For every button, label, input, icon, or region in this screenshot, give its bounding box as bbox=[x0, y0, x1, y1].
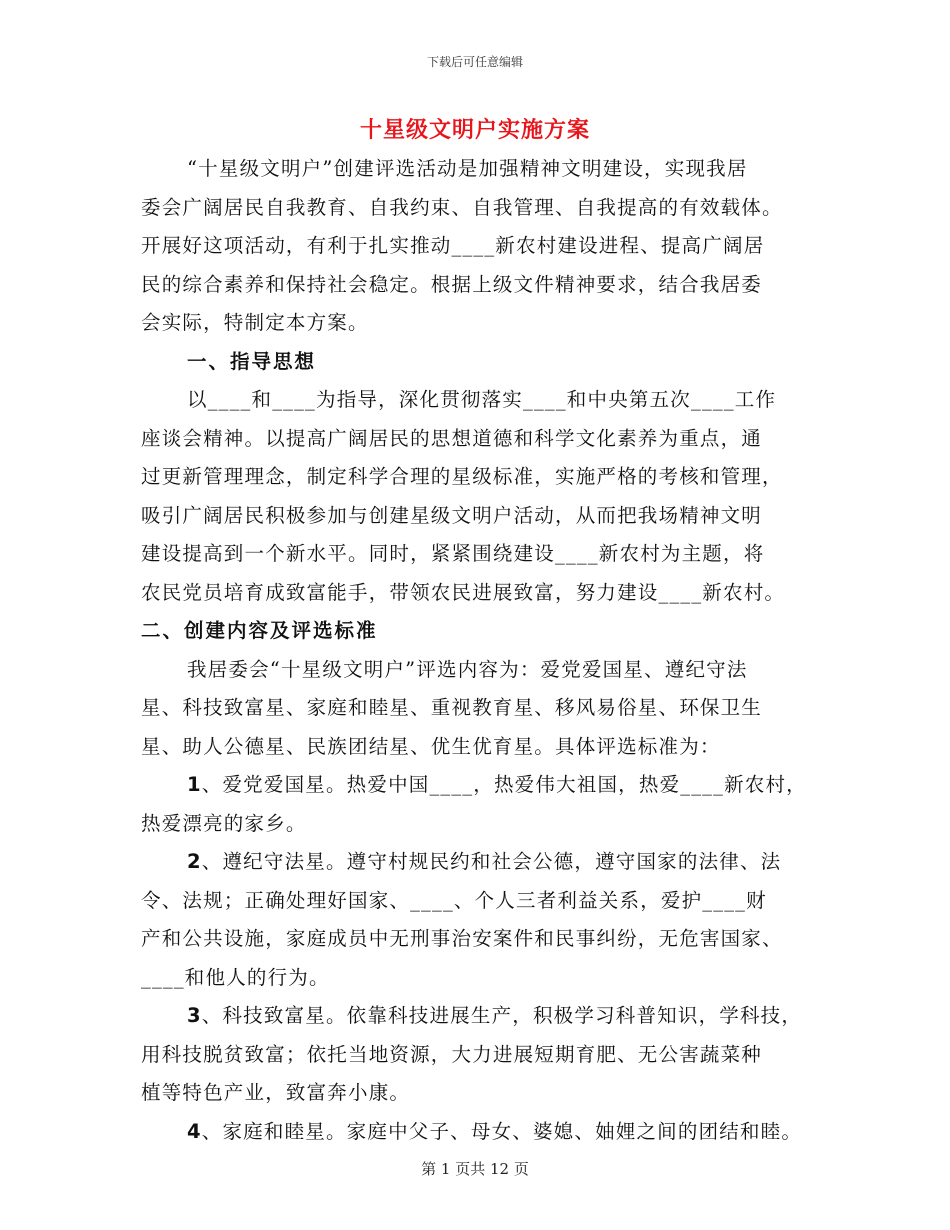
paragraph-line: 我居委会“十星级文明户”评选内容为：爱党爱国星、遵纪守法 bbox=[187, 658, 748, 681]
list-item-text: 、爱党爱国星。热爱中国____，热爱伟大祖国，热爱____新农村， bbox=[201, 773, 807, 796]
list-item-number: 4 bbox=[187, 1120, 202, 1143]
paragraph-line: 建设提高到一个新水平。同时，紧紧围绕建设____新农村为主题，将 bbox=[141, 542, 765, 565]
paragraph-line: 委会广阔居民自我教育、自我约束、自我管理、自我提高的有效载体。 bbox=[141, 196, 783, 219]
document-title: 十星级文明户实施方案 bbox=[359, 118, 590, 143]
paragraph-line: 民的综合素养和保持社会稳定。根据上级文件精神要求，结合我居委 bbox=[141, 273, 763, 296]
list-item-number: 2 bbox=[187, 850, 202, 873]
paragraph-line: 植等特色产业，致富奔小康。 bbox=[141, 1081, 411, 1104]
list-item-number: 3 bbox=[187, 1004, 202, 1027]
paragraph-line: 吸引广阔居民积极参加与创建星级文明户活动，从而把我场精神文明 bbox=[141, 504, 763, 527]
page-footer: 第 1 页共 12 页 bbox=[421, 1160, 529, 1178]
paragraph-line: 产和公共设施，家庭成员中无刑事治安案件和民事纠纷，无危害国家、 bbox=[141, 927, 783, 950]
paragraph-line: 用科技脱贫致富；依托当地资源，大力进展短期育肥、无公害蔬菜种 bbox=[141, 1043, 763, 1066]
paragraph-line: 令、法规；正确处理好国家、____、个人三者利益关系，爱护____财 bbox=[141, 889, 767, 912]
section-heading: 二、创建内容及评选标准 bbox=[141, 619, 378, 642]
paragraph-line: ____和他人的行为。 bbox=[141, 966, 330, 989]
paragraph-line: 开展好这项活动，有利于扎实推动____新农村建设进程、提高广阔居 bbox=[141, 234, 765, 257]
list-item-line bbox=[187, 850, 781, 874]
paragraph-line: 过更新管理理念，制定科学合理的星级标准，实施严格的考核和管理， bbox=[141, 465, 783, 488]
paragraph-line: 以____和____为指导，深化贯彻落实____和中央第五次____工作 bbox=[187, 388, 777, 411]
paragraph-line: “十星级文明户”创建评选活动是加强精神文明建设，实现我居 bbox=[187, 157, 748, 180]
paragraph-line: 星、科技致富星、家庭和睦星、重视教育星、移风易俗星、环保卫生 bbox=[141, 696, 763, 719]
paragraph-line: 农民党员培育成致富能手，带领农民进展致富，努力建设____新农村。 bbox=[141, 581, 786, 604]
paragraph-line: 星、助人公德星、民族团结星、优生优育星。具体评选标准为： bbox=[141, 735, 721, 758]
list-item-text: 、科技致富星。依靠科技进展生产，积极学习科普知识，学科技， bbox=[201, 1004, 803, 1027]
list-item-number: 1 bbox=[187, 773, 202, 796]
list-item-line bbox=[187, 1120, 802, 1144]
paragraph-line: 会实际，特制定本方案。 bbox=[141, 311, 369, 334]
paragraph-line: 座谈会精神。以提高广阔居民的思想道德和科学文化素养为重点，通 bbox=[141, 427, 763, 450]
list-item-line bbox=[187, 773, 807, 797]
page-header-note: 下载后可任意编辑 bbox=[426, 55, 523, 69]
list-item-text: 、遵纪守法星。遵守村规民约和社会公德，遵守国家的法律、法 bbox=[201, 850, 782, 873]
paragraph-line: 热爱漂亮的家乡。 bbox=[141, 812, 307, 835]
section-heading: 一、指导思想 bbox=[187, 350, 317, 373]
list-item-line bbox=[187, 1004, 802, 1028]
list-item-text: 、家庭和睦星。家庭中父子、母女、婆媳、妯娌之间的团结和睦。 bbox=[201, 1120, 803, 1143]
